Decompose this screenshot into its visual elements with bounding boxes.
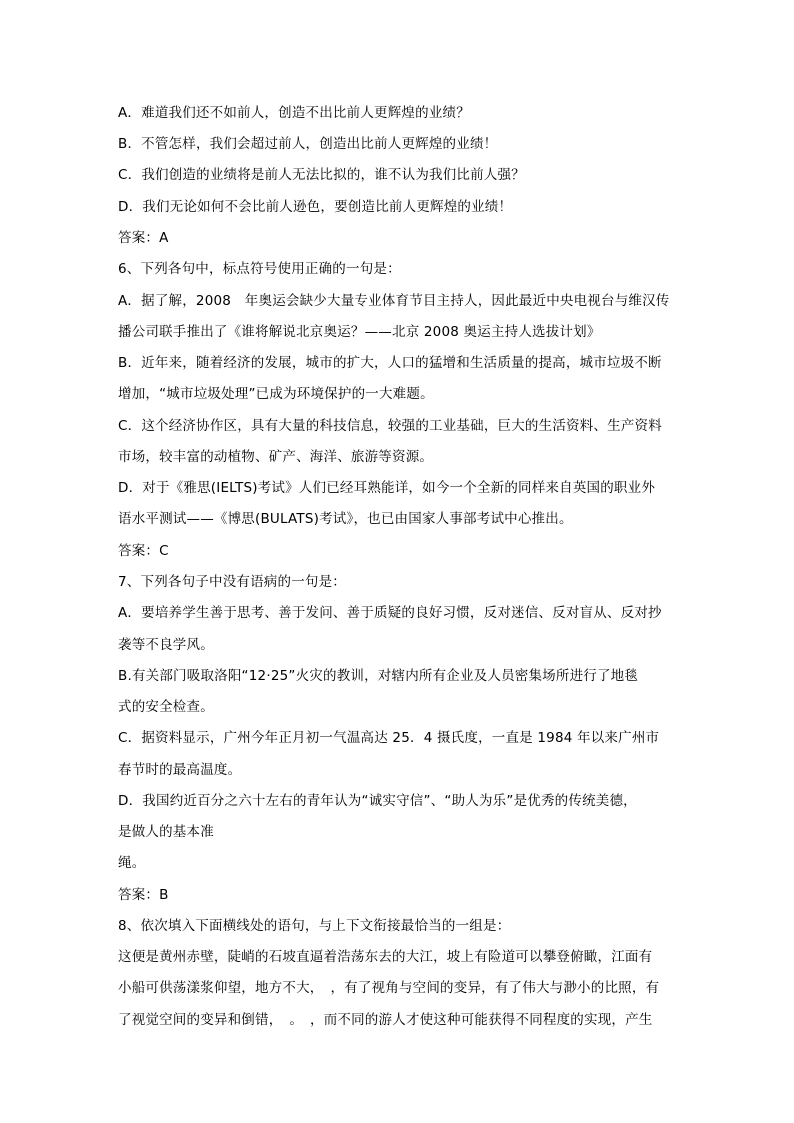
option-b-q6-line1: B．近年来，随着经济的发展，城市的扩大，人口的猛增和生活质量的提高，城市垃圾不断 <box>118 355 662 371</box>
passage-line3: 了视觉空间的变异和倒错， 。 ，而不同的游人才使这种可能获得不同程度的实现，产生 <box>118 1012 653 1028</box>
option-b-q7-line1: B.有关部门吸取洛阳“12·25”火灾的教训，对辖内所有企业及人员密集场所进行了地毯 <box>118 668 639 684</box>
option-c-q5: C．我们创造的业绩将是前人无法比拟的，谁不认为我们比前人强？ <box>118 167 525 183</box>
option-b-q6-line2: 增加，“城市垃圾处理”已成为环境保护的一大难题。 <box>118 386 434 402</box>
option-a-q6-line2: 播公司联手推出了《谁将解说北京奥运？——北京 2008 奥运主持人选拔计划》 <box>118 324 601 340</box>
option-d-q7-line3: 绳。 <box>118 855 146 871</box>
passage-line2: 小船可供荡漾浆仰望，地方不大， ，有了视角与空间的变异，有了伟大与渺小的比照，有 <box>118 980 660 996</box>
option-d-q6-line1: D．对于《雅思(IELTS)考试》人们已经耳熟能详，如今一个全新的同样来自英国的职业外 <box>118 480 656 496</box>
option-d-q7-line2: 是做人的基本准 <box>118 824 214 840</box>
option-b-q7-line2: 式的安全检查。 <box>118 699 214 715</box>
option-b-q5: B．不管怎样，我们会超过前人，创造出比前人更辉煌的业绩！ <box>118 136 498 152</box>
option-d-q7-line1: D．我国约近百分之六十左右的青年认为“诚实守信”、“助人为乐”是优秀的传统美德， <box>118 793 637 809</box>
question-6: 6、下列各句中，标点符号使用正确的一句是： <box>118 261 401 277</box>
option-a-q5: A．难道我们还不如前人，创造不出比前人更辉煌的业绩？ <box>118 105 470 121</box>
option-c-q6-line2: 市场，较丰富的动植物、矿产、海洋、旅游等资源。 <box>118 449 434 465</box>
option-d-q6-line2: 语水平测试——《博思(BULATS)考试》，也已由国家人事部考试中心推出。 <box>118 511 573 527</box>
option-a-q7-line1: A．要培养学生善于思考、善于发问、善于质疑的良好习惯，反对迷信、反对盲从、反对抄 <box>118 605 662 621</box>
question-7: 7、下列各句子中没有语病的一句是： <box>118 574 346 590</box>
option-c-q6-line1: C．这个经济协作区，具有大量的科技信息，较强的工业基础，巨大的生活资料、生产资料 <box>118 418 662 434</box>
answer-q5: 答案：A <box>118 230 169 246</box>
option-c-q7-line1: C．据资料显示，广州今年正月初一气温高达 25．4 摄氏度，一直是 1984 年以来广州市 <box>118 730 660 746</box>
option-a-q7-line2: 袭等不良学风。 <box>118 637 214 653</box>
question-8: 8、依次填入下面横线处的语句，与上下文衔接最恰当的一组是： <box>118 918 511 934</box>
answer-q6: 答案：C <box>118 543 169 559</box>
passage-line1: 这便是黄州赤壁，陡峭的石坡直逼着浩荡东去的大江，坡上有险道可以攀登俯瞰，江面有 <box>118 949 653 965</box>
option-a-q6-line1: A．据了解，2008 年奥运会缺少大量专业体育节目主持人，因此最近中央电视台与维汉传 <box>118 293 670 309</box>
option-d-q5: D．我们无论如何不会比前人逊色，要创造比前人更辉煌的业绩！ <box>118 199 513 215</box>
answer-q7: 答案：B <box>118 887 169 903</box>
option-c-q7-line2: 春节时的最高温度。 <box>118 762 242 778</box>
